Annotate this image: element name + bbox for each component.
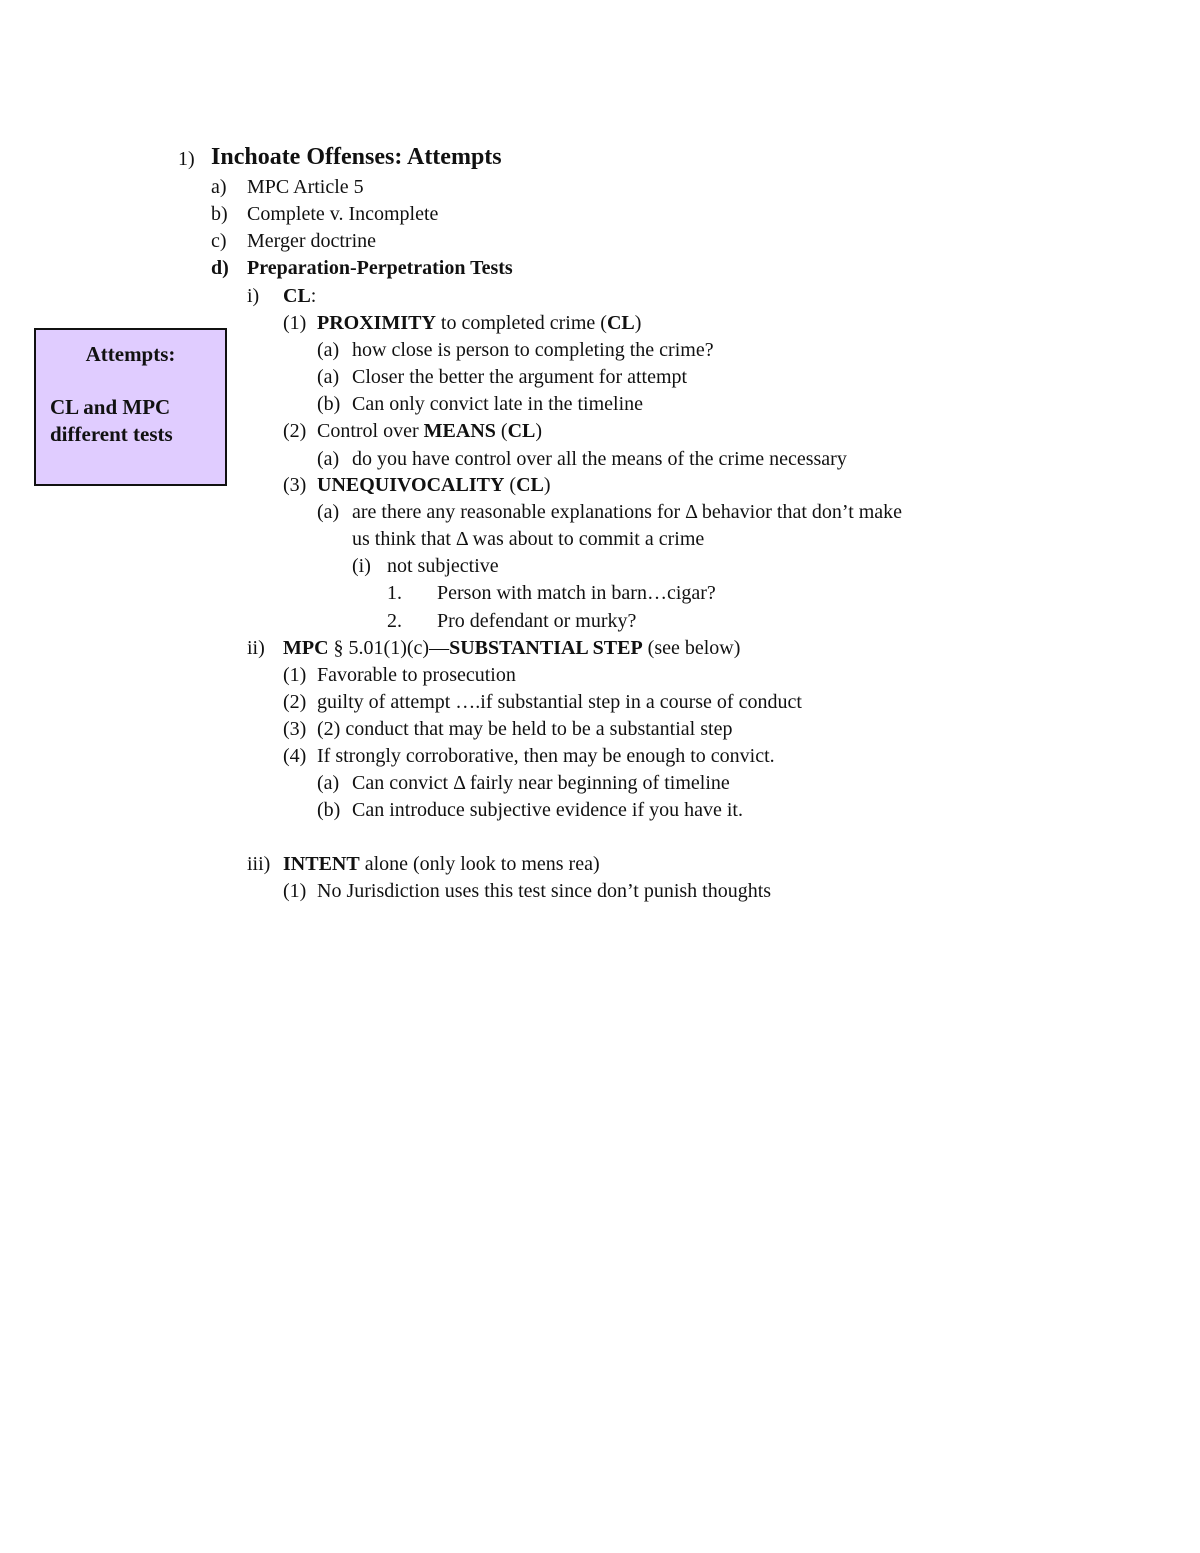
text-run: (see below) (642, 637, 741, 659)
bold-term: CL (606, 312, 635, 334)
bold-term: SUBSTANTIAL STEP (449, 637, 643, 659)
outline-marker: b) (211, 203, 228, 225)
text-run: to completed crime ( (435, 312, 607, 334)
bold-term: UNEQUIVOCALITY (317, 474, 505, 496)
outline-marker: (i) (352, 555, 371, 577)
text-run: ( (495, 420, 508, 442)
outline-item (317, 310, 641, 336)
callout-body (50, 394, 173, 448)
outline-item: Pro defendant or murky? (437, 610, 637, 632)
outline-item (317, 472, 551, 498)
outline-marker: i) (247, 285, 260, 307)
outline-item: Can introduce subjective evidence if you have it. (352, 799, 743, 821)
outline-marker: c) (211, 230, 227, 252)
text-run: ) (634, 312, 642, 334)
outline-marker: d) (211, 257, 229, 279)
outline-item (317, 418, 542, 444)
outline-marker: iii) (247, 853, 271, 875)
outline-marker: (1) (283, 664, 307, 686)
bold-term: MPC (283, 637, 329, 659)
outline-item: Merger doctrine (247, 230, 377, 252)
bold-term: CL (507, 420, 536, 442)
callout-line-1: CL and MPC (50, 395, 171, 419)
outline-item: Can only convict late in the timeline (352, 393, 644, 415)
bold-term: INTENT (283, 853, 360, 875)
outline-marker: (2) (283, 420, 307, 442)
text-run: Control over (317, 420, 424, 442)
outline-item: Closer the better the argument for attempt (352, 366, 688, 388)
outline-marker: ii) (247, 637, 265, 659)
outline-marker: (4) (283, 745, 307, 767)
outline-marker: (2) (283, 691, 307, 713)
text-run: ) (535, 420, 543, 442)
outline-marker: (1) (283, 880, 307, 902)
text-run: : (310, 285, 317, 307)
outline-item: MPC Article 5 (247, 176, 364, 198)
sidebar-callout-box (34, 328, 227, 486)
outline-marker: 1) (178, 148, 195, 170)
outline-item: are there any reasonable explanations for Δ behavior that don’t make (352, 501, 903, 523)
outline-item: If strongly corroborative, then may be enough to convict. (317, 745, 775, 767)
bold-term: CL (283, 285, 311, 307)
outline-marker: (3) (283, 718, 307, 740)
outline-marker: 2. (387, 610, 402, 632)
outline-item (283, 283, 316, 309)
text-run: ( (504, 474, 517, 496)
outline-marker: (a) (317, 501, 340, 523)
outline-marker: (3) (283, 474, 307, 496)
outline-item (283, 635, 740, 661)
outline-item: Complete v. Incomplete (247, 203, 439, 225)
outline-marker: (1) (283, 312, 307, 334)
outline-item: guilty of attempt ….if substantial step in a course of conduct (317, 691, 802, 713)
outline-item-continuation: us think that Δ was about to commit a crime (352, 528, 705, 550)
text-run: alone (only look to mens rea) (359, 853, 600, 875)
outline-item: not subjective (387, 555, 499, 577)
outline-item: do you have control over all the means of the crime necessary (352, 448, 847, 470)
text-run: § 5.01(1)(c)— (328, 637, 450, 659)
callout-line-2: different tests (50, 422, 173, 446)
outline-marker: a) (211, 176, 227, 198)
outline-marker: (a) (317, 772, 340, 794)
outline-item: No Jurisdiction uses this test since don’t punish thoughts (317, 880, 772, 902)
bold-term: MEANS (423, 420, 496, 442)
outline-item: how close is person to completing the crime? (352, 339, 714, 361)
outline-marker: (a) (317, 448, 340, 470)
outline-item: Person with match in barn…cigar? (437, 582, 716, 604)
outline-item: Favorable to prosecution (317, 664, 516, 686)
outline-heading: Preparation-Perpetration Tests (247, 257, 513, 279)
outline-marker: (b) (317, 393, 341, 415)
outline-item (283, 851, 600, 877)
outline-marker: 1. (387, 582, 402, 604)
callout-heading: Attempts: (85, 342, 176, 366)
bold-term: PROXIMITY (317, 312, 436, 334)
text-run: ) (543, 474, 551, 496)
outline-marker: (a) (317, 366, 340, 388)
section-title: Inchoate Offenses: Attempts (211, 144, 502, 170)
outline-marker: (a) (317, 339, 340, 361)
outline-item: (2) conduct that may be held to be a substantial step (317, 718, 733, 740)
bold-term: CL (516, 474, 544, 496)
outline-item: Can convict Δ fairly near beginning of timeline (352, 772, 730, 794)
outline-marker: (b) (317, 799, 341, 821)
